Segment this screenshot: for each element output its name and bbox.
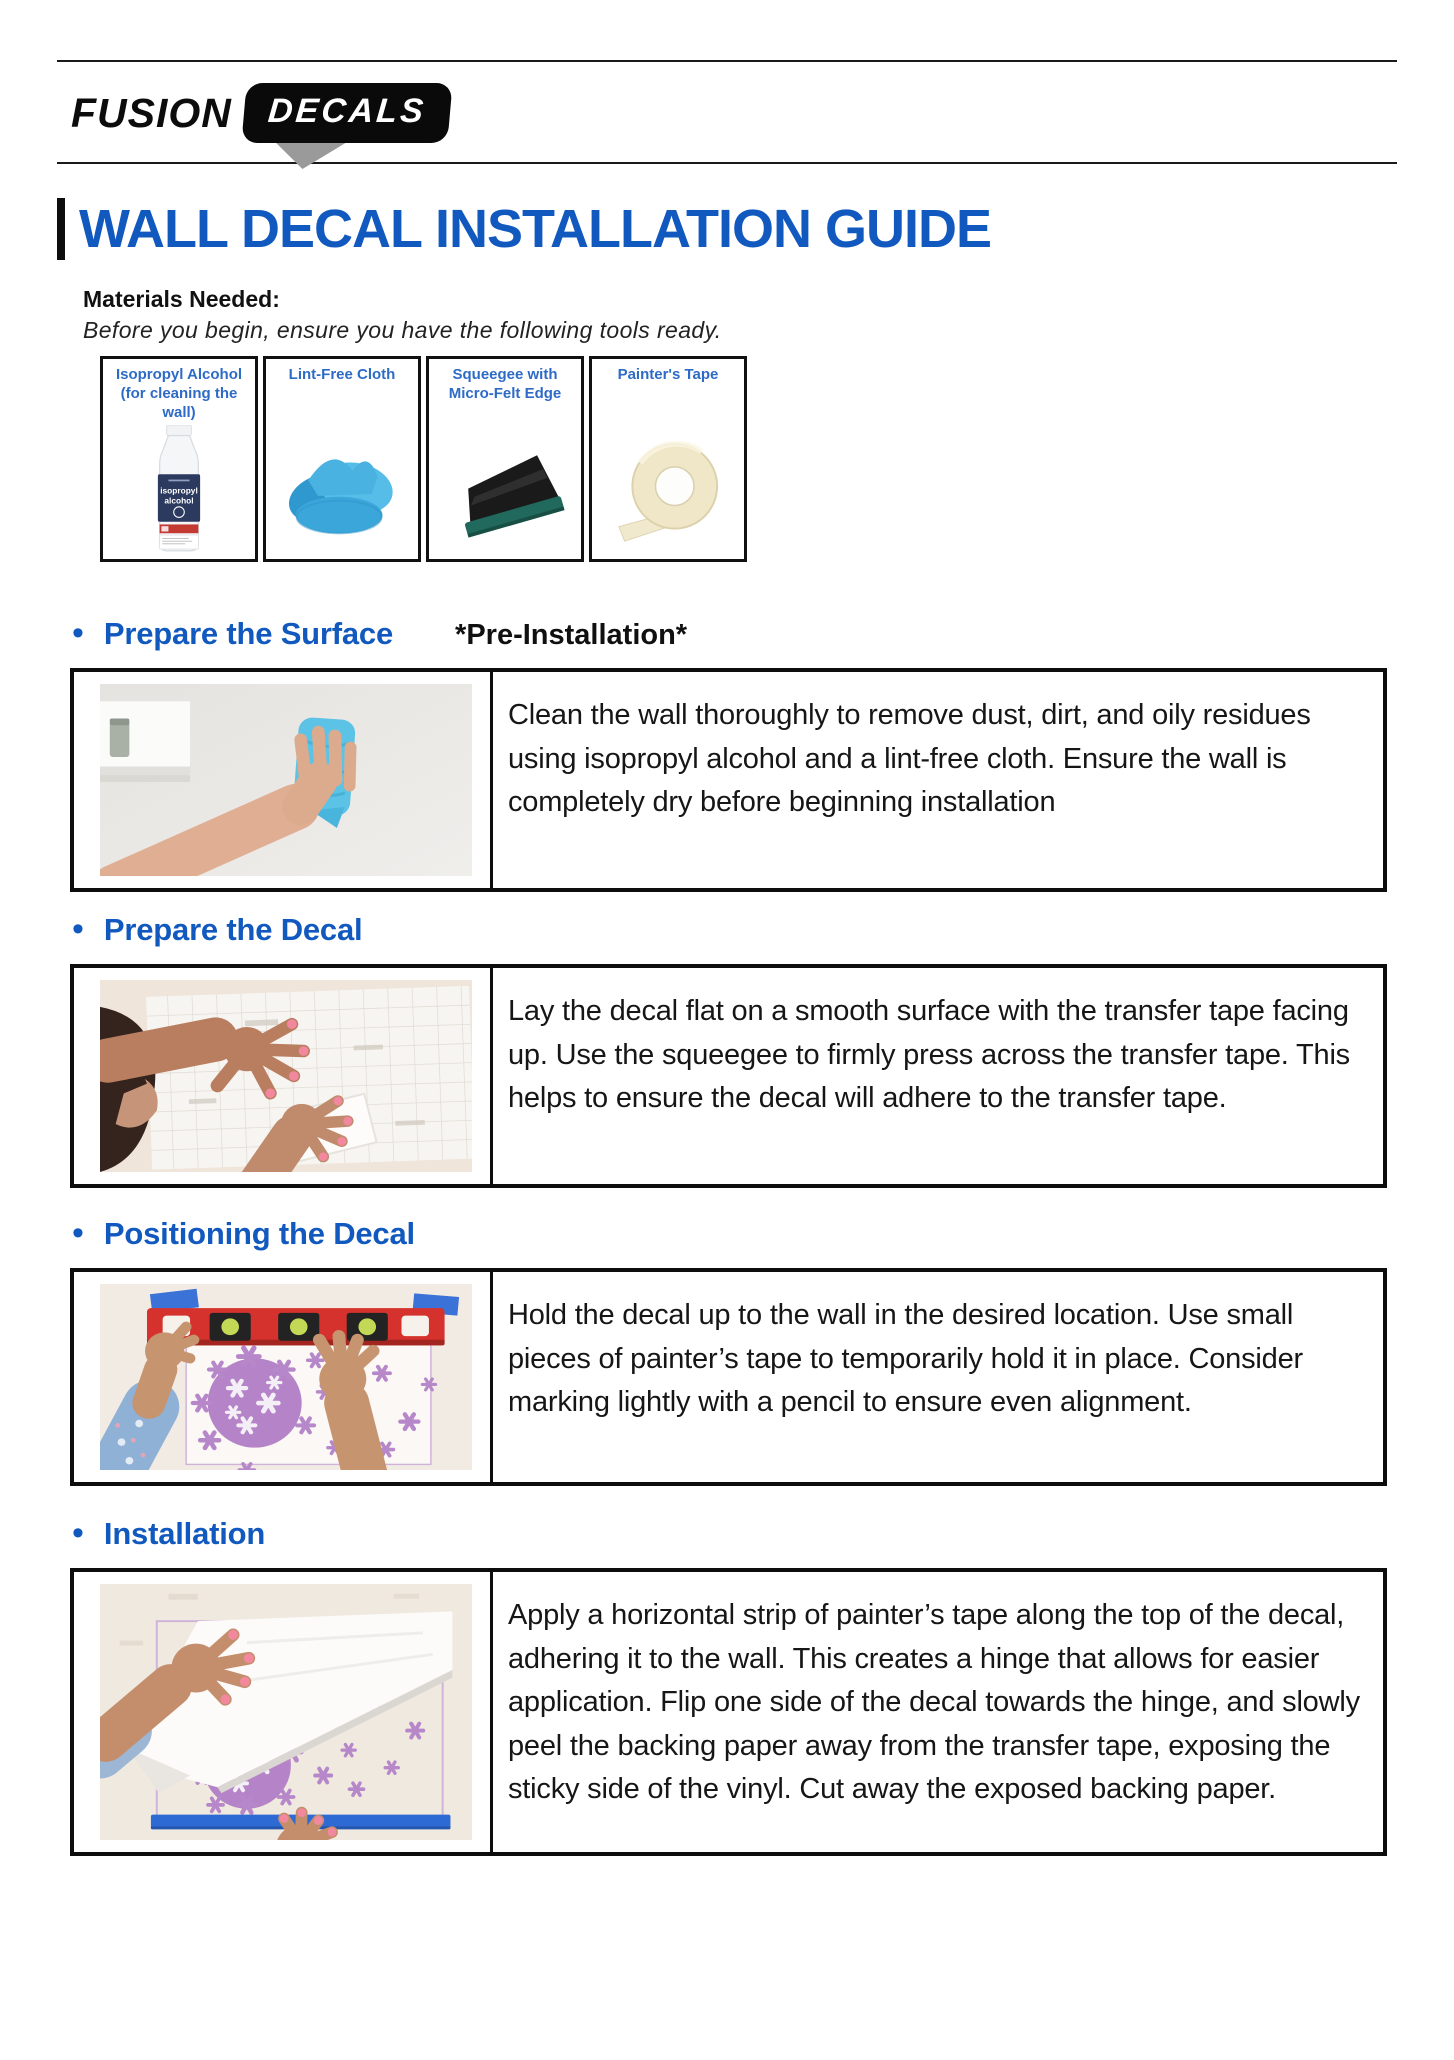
section-body-prepare-surface: Clean the wall thoroughly to remove dust, dirt, and oily residues using isopropyl alcohol and a lint-free cloth. Ensure the wall is completely dry before beginning installation	[508, 699, 1311, 818]
section-box-installation	[70, 1568, 1387, 1856]
cleaning-wall-photo	[100, 684, 472, 876]
material-label: Lint-Free Cloth	[288, 366, 396, 383]
document-page	[57, 60, 1397, 1856]
section-body-installation: Apply a horizontal strip of painter’s tape along the top of the decal, adhering it to the wall. This creates a hinge that allows for easier application. Flip one side of the decal towards the hinge, and slowly peel the backing paper away from the transfer tape, exposing the sticky side of the vinyl. Cut away the exposed backing paper.	[508, 1599, 1360, 1805]
section-heading-installation: • Installation	[72, 1514, 266, 1552]
logo-decals-text: DECALS	[266, 92, 428, 130]
svg-text:alcohol: alcohol	[164, 495, 194, 506]
materials-table	[100, 356, 1397, 562]
page-title-row	[57, 198, 1397, 260]
section-heading-prepare-decal: • Prepare the Decal	[72, 910, 363, 948]
page-title: WALL DECAL INSTALLATION GUIDE	[79, 199, 991, 259]
logo-bottom-rule	[57, 162, 1397, 164]
materials-intro: Before you begin, ensure you have the following tools ready.	[83, 317, 722, 343]
svg-text:isopropyl: isopropyl	[160, 485, 198, 496]
material-cell-isopropyl	[100, 356, 258, 562]
squeegee-decal-photo	[100, 980, 472, 1172]
section-box-prepare-decal	[70, 964, 1387, 1188]
section-box-prepare-surface	[70, 668, 1387, 892]
material-cell-cloth	[263, 356, 421, 562]
pre-installation-note: *Pre-Installation*	[455, 619, 688, 651]
bullet-icon: •	[72, 910, 84, 948]
bullet-icon: •	[72, 614, 84, 652]
material-cell-squeegee	[426, 356, 584, 562]
material-label: Painter's Tape	[617, 366, 719, 383]
materials-heading: Materials Needed:	[83, 286, 280, 312]
section-heading-prepare-surface: • Prepare the Surface *Pre-Installation*	[72, 614, 688, 652]
section-heading-positioning: • Positioning the Decal	[72, 1214, 415, 1252]
level-positioning-photo	[100, 1284, 472, 1470]
lint-free-cloth-image	[279, 438, 405, 544]
painters-tape-image	[605, 438, 731, 544]
alcohol-bottle-image	[133, 425, 225, 557]
top-rule	[57, 60, 1397, 62]
section-box-positioning	[70, 1268, 1387, 1486]
brand-logo	[71, 64, 1397, 162]
peel-backing-photo	[100, 1584, 472, 1840]
section-body-positioning: Hold the decal up to the wall in the desired location. Use small pieces of painter’s tape to temporarily hold it in place. Consider marking lightly with a pencil to ensure even alignment.	[508, 1299, 1303, 1418]
bullet-icon: •	[72, 1214, 84, 1252]
section-body-prepare-decal: Lay the decal flat on a smooth surface with the transfer tape facing up. Use the squeegee to firmly press across the transfer tape. This helps to ensure the decal will adhere to the transfer tape.	[508, 995, 1350, 1114]
material-label: Squeegee with Micro-Felt Edge	[448, 366, 562, 402]
material-label: Isopropyl Alcohol (for cleaning the wall)	[115, 366, 243, 421]
squeegee-image	[439, 439, 571, 543]
logo-fusion-text: FUSION	[71, 89, 232, 136]
logo-decals-badge	[244, 83, 450, 143]
material-cell-tape	[589, 356, 747, 562]
bullet-icon: •	[72, 1514, 84, 1552]
title-accent-bar	[57, 198, 65, 260]
